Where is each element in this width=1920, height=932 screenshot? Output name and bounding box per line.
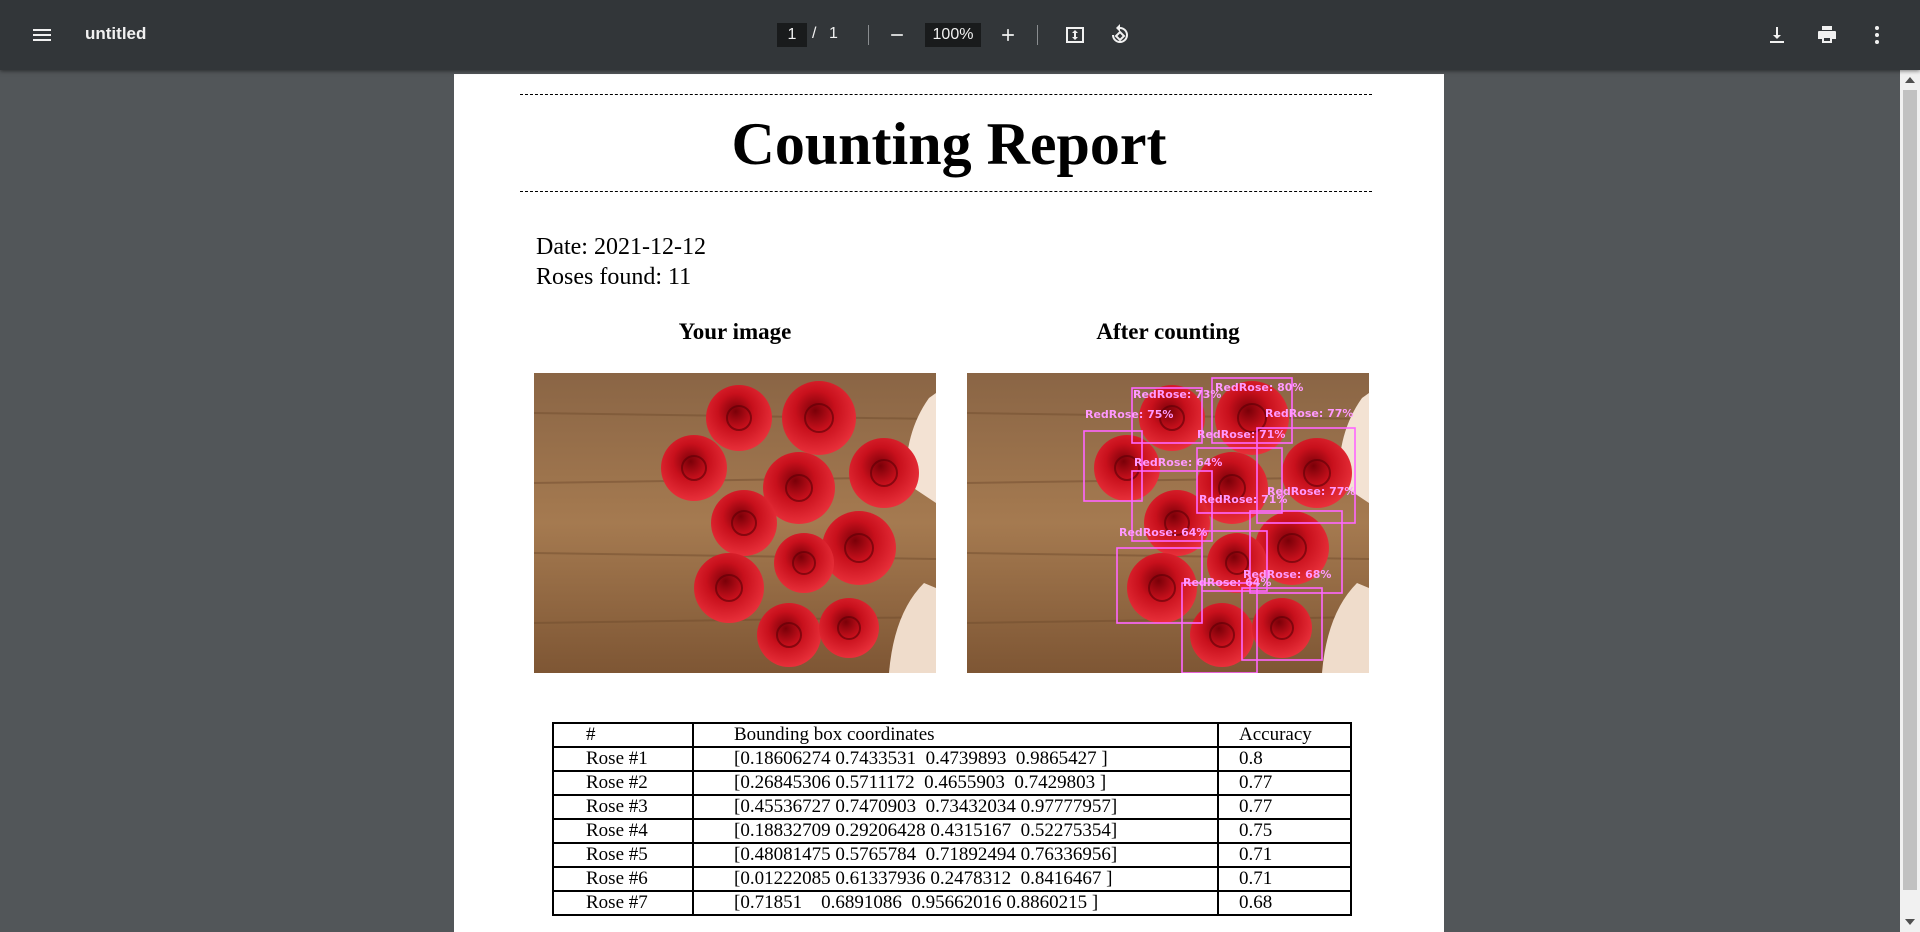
page-separator: / <box>812 25 817 42</box>
detection-label: RedRose: 64% <box>1119 526 1208 539</box>
roses-found-count: Roses found: 11 <box>536 264 692 290</box>
bbox-cell: [0.18832709 0.29206428 0.4315167 0.52275354] <box>693 819 1218 843</box>
table-row <box>553 747 1351 771</box>
bbox-cell: [0.71851 0.6891086 0.95662016 0.8860215 ] <box>693 891 1218 915</box>
detection-label: RedRose: 68% <box>1243 568 1332 581</box>
table-row <box>553 795 1351 819</box>
rose-id-cell: Rose #6 <box>553 867 693 891</box>
menu-button[interactable] <box>22 15 62 55</box>
rose-id-cell: Rose #7 <box>553 891 693 915</box>
scrollbar-thumb[interactable] <box>1903 90 1917 890</box>
table-row <box>553 843 1351 867</box>
report-date: Date: 2021-12-12 <box>536 234 706 260</box>
rotate-icon <box>1108 23 1132 47</box>
column-header-number: # <box>553 723 693 747</box>
menu-icon <box>30 23 54 47</box>
vertical-scrollbar[interactable] <box>1900 70 1920 932</box>
toolbar-divider <box>1037 25 1038 45</box>
zoom-in-button[interactable] <box>988 15 1028 55</box>
fit-page-icon <box>1063 23 1087 47</box>
after-counting-heading: After counting <box>1096 319 1240 344</box>
plus-icon <box>998 25 1018 45</box>
detection-label: RedRose: 80% <box>1215 381 1304 394</box>
dashed-divider <box>520 94 1372 95</box>
scroll-down-arrow-icon[interactable] <box>1905 919 1915 925</box>
zoom-level-input[interactable] <box>925 23 981 47</box>
rose-id-cell: Rose #5 <box>553 843 693 867</box>
pdf-toolbar <box>0 0 1920 70</box>
detection-label: RedRose: 64% <box>1183 576 1272 589</box>
table-row <box>553 891 1351 915</box>
toolbar-divider <box>868 25 869 45</box>
accuracy-cell: 0.77 <box>1218 771 1351 795</box>
rose-id-cell: Rose #3 <box>553 795 693 819</box>
accuracy-cell: 0.68 <box>1218 891 1351 915</box>
table-row <box>553 867 1351 891</box>
page-total: 1 <box>829 25 838 42</box>
accuracy-cell: 0.75 <box>1218 819 1351 843</box>
counted-rose-photo <box>967 373 1369 673</box>
detection-label: RedRose: 75% <box>1085 408 1174 421</box>
detection-label: RedRose: 73% <box>1133 388 1222 401</box>
pdf-page <box>454 74 1444 932</box>
detection-label: RedRose: 71% <box>1197 428 1286 441</box>
print-icon <box>1815 23 1839 47</box>
detection-label: RedRose: 71% <box>1199 493 1288 506</box>
column-header-bbox: Bounding box coordinates <box>693 723 1218 747</box>
page-number-input[interactable] <box>777 23 807 47</box>
minus-icon <box>887 25 907 45</box>
detection-label: RedRose: 77% <box>1265 407 1354 420</box>
print-button[interactable] <box>1807 15 1847 55</box>
table-row <box>553 771 1351 795</box>
more-vert-icon <box>1865 23 1889 47</box>
scroll-up-arrow-icon[interactable] <box>1905 77 1915 83</box>
detection-label: RedRose: 64% <box>1134 456 1223 469</box>
original-rose-photo <box>534 373 936 673</box>
accuracy-cell: 0.8 <box>1218 747 1351 771</box>
fit-to-page-button[interactable] <box>1055 15 1095 55</box>
bbox-cell: [0.45536727 0.7470903 0.73432034 0.97777957] <box>693 795 1218 819</box>
rose-id-cell: Rose #1 <box>553 747 693 771</box>
rotate-button[interactable] <box>1100 15 1140 55</box>
report-title: Counting Report <box>731 111 1167 177</box>
dashed-divider <box>520 191 1372 192</box>
bbox-cell: [0.01222085 0.61337936 0.2478312 0.8416467 ] <box>693 867 1218 891</box>
bbox-cell: [0.26845306 0.5711172 0.4655903 0.7429803 ] <box>693 771 1218 795</box>
column-header-accuracy: Accuracy <box>1218 723 1351 747</box>
bbox-cell: [0.18606274 0.7433531 0.4739893 0.9865427 ] <box>693 747 1218 771</box>
rose-id-cell: Rose #4 <box>553 819 693 843</box>
your-image-heading: Your image <box>678 319 792 344</box>
table-row <box>553 819 1351 843</box>
accuracy-cell: 0.77 <box>1218 795 1351 819</box>
download-icon <box>1765 23 1789 47</box>
accuracy-cell: 0.71 <box>1218 867 1351 891</box>
bbox-cell: [0.48081475 0.5765784 0.71892494 0.76336956] <box>693 843 1218 867</box>
zoom-out-button[interactable] <box>877 15 917 55</box>
download-button[interactable] <box>1757 15 1797 55</box>
more-options-button[interactable] <box>1857 15 1897 55</box>
detections-table <box>552 722 1352 916</box>
accuracy-cell: 0.71 <box>1218 843 1351 867</box>
document-title: untitled <box>85 24 147 43</box>
table-header-row <box>553 723 1351 747</box>
rose-id-cell: Rose #2 <box>553 771 693 795</box>
detection-label: RedRose: 77% <box>1267 485 1356 498</box>
